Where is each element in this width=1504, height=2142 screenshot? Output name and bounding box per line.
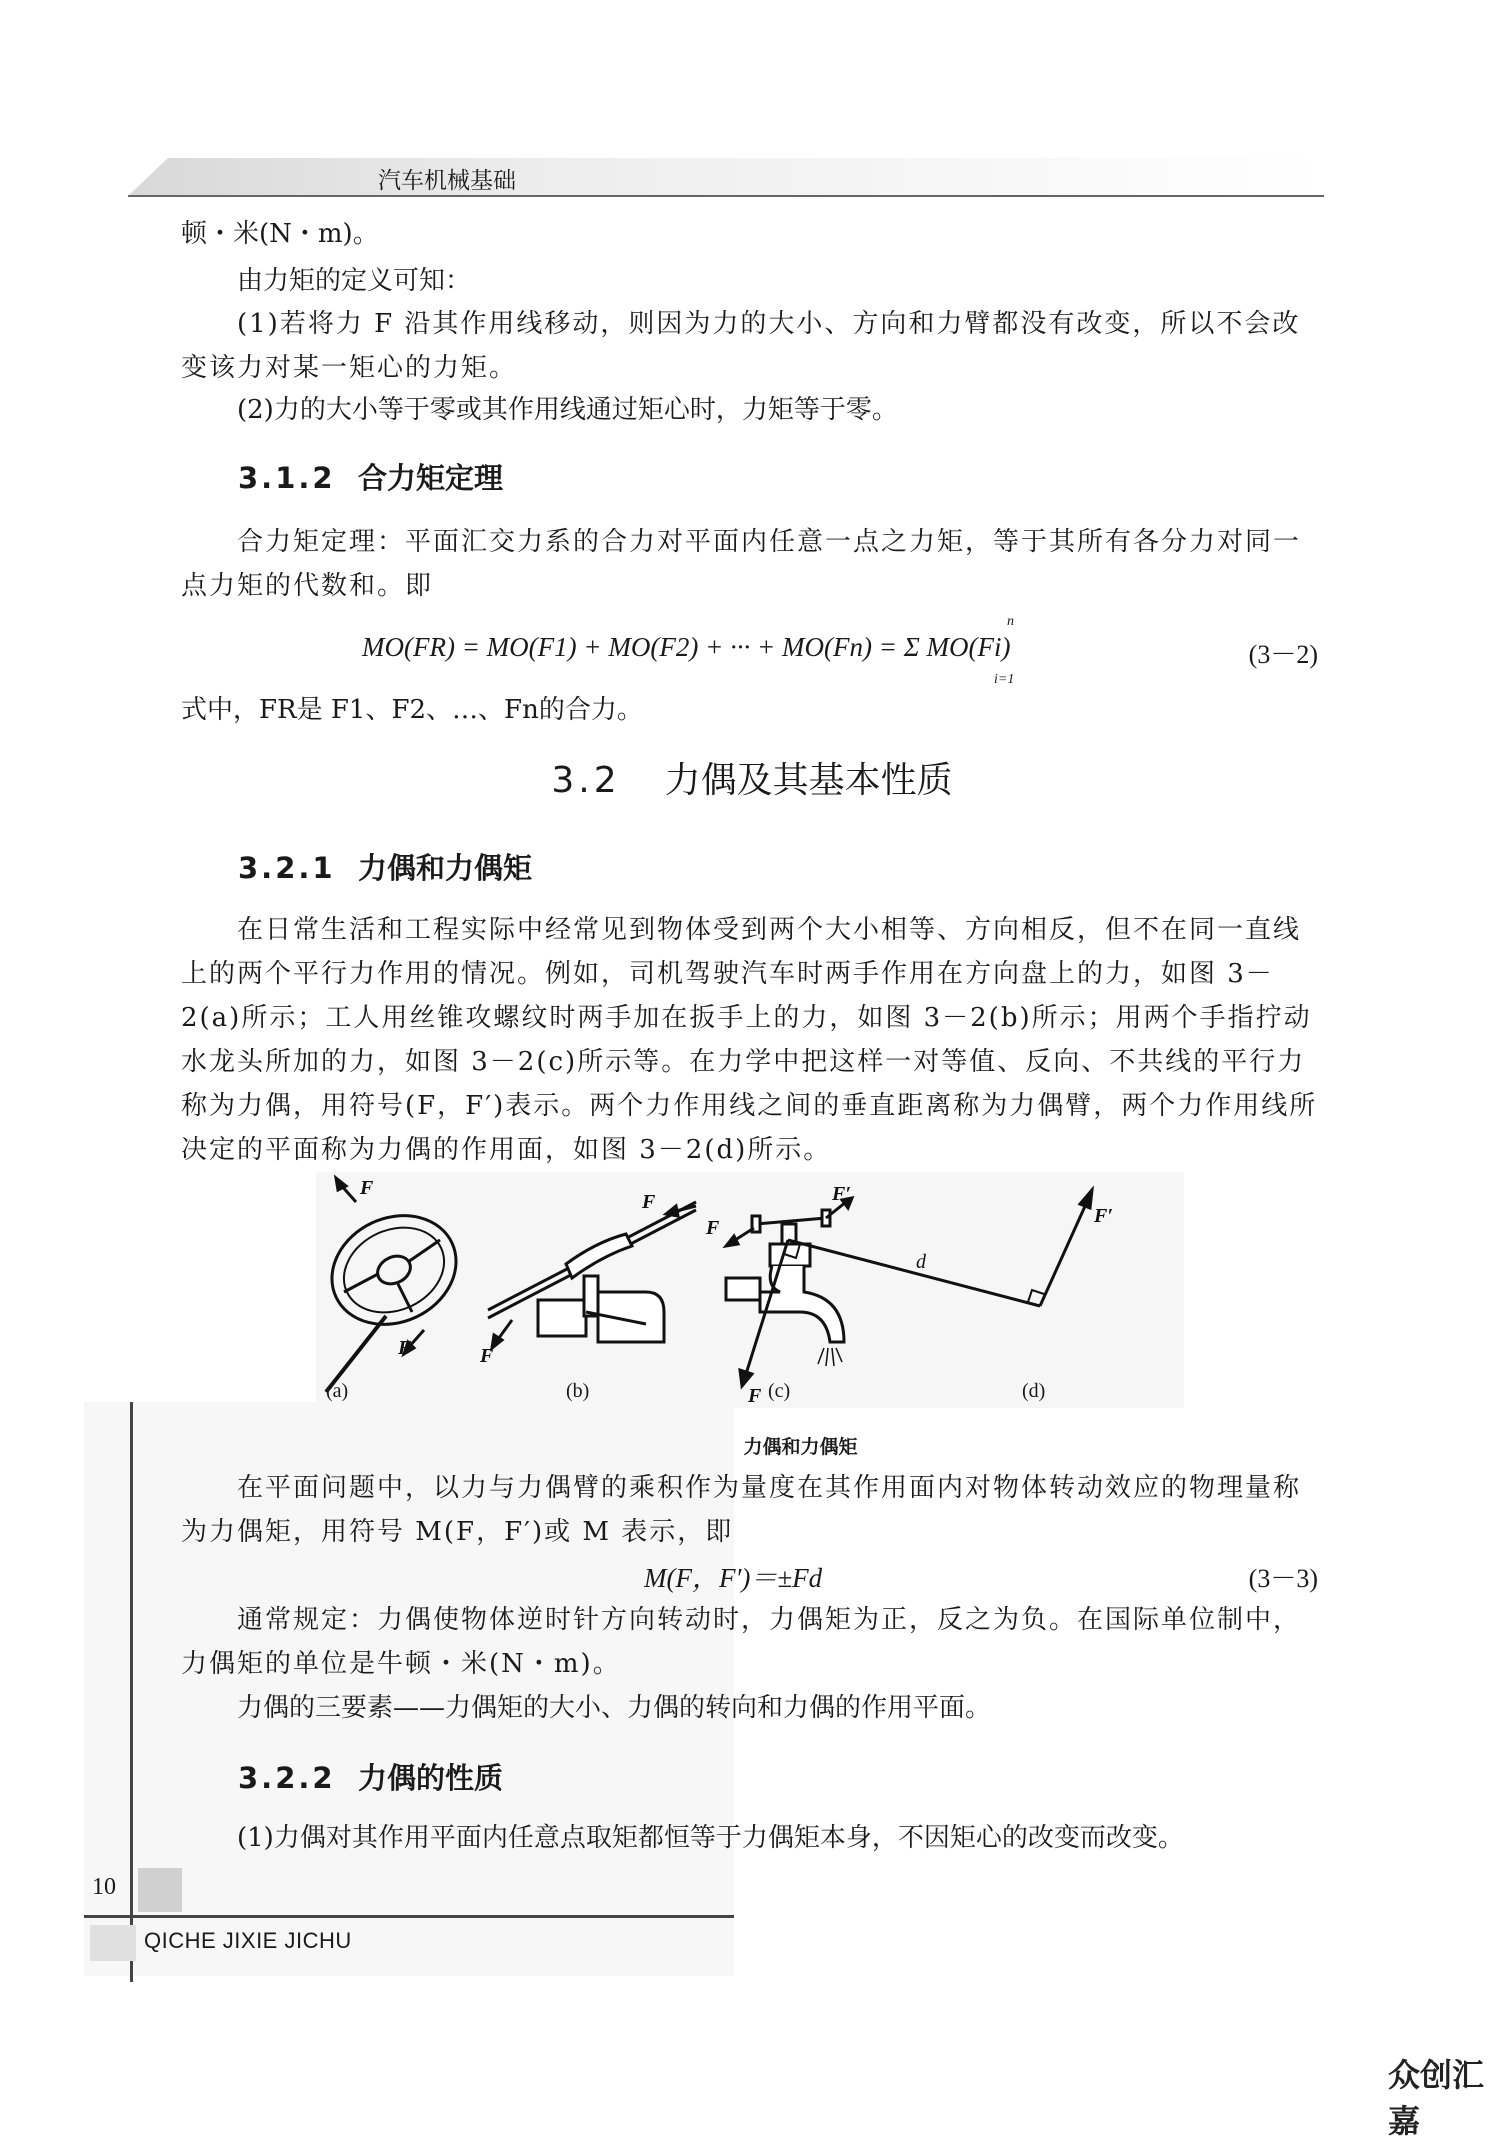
para-where: 式中，FR是 F1、F2、…、Fn的合力。 <box>181 695 643 725</box>
header-band <box>128 150 1324 202</box>
page-number: 10 <box>92 1874 116 1900</box>
para-definition-intro: 由力矩的定义可知： <box>237 266 472 296</box>
equation-body: MO(FR) = MO(F1) + MO(F2) + ··· + MO(Fn) = Σ MO(Fi) <box>362 632 1011 662</box>
header-book-title: 汽车机械基础 <box>378 168 516 194</box>
fig-label-b: (b) <box>566 1380 590 1402</box>
section-number: 3.2 <box>551 760 621 801</box>
fig-b-force-bottom: F <box>480 1345 494 1367</box>
section-number: 3.2.1 <box>238 851 336 885</box>
watermark: 众创汇嘉 <box>1388 2056 1485 2140</box>
section-title: 力偶的性质 <box>358 1761 504 1795</box>
fig-a-force-bottom: F <box>398 1337 412 1359</box>
equation-number: (3－2) <box>1248 640 1318 669</box>
fig-c-force-prime: F′ <box>832 1183 851 1205</box>
section-number: 3.1.2 <box>238 461 336 495</box>
equation-body: M(F，F′)＝±Fd <box>644 1563 823 1593</box>
para-moment: 在平面问题中，以力与力偶臂的乘积作为量度在其作用面内对物体转动效应的物理量称为力偶矩，用符号 M(F，F′)或 M 表示，即 <box>181 1473 1302 1547</box>
footer-gray-square <box>138 1868 182 1912</box>
para-three-elements: 力偶的三要素——力偶矩的大小、力偶的转向和力偶的作用平面。 <box>237 1693 992 1723</box>
footer-pinyin-title: QICHE JIXIE JICHU <box>144 1928 352 1953</box>
fig-d-force: F <box>748 1385 762 1407</box>
section-title: 力偶及其基本性质 <box>664 760 953 801</box>
margin-rule <box>130 1402 133 1982</box>
section-title: 力偶和力偶矩 <box>358 851 533 885</box>
fig-b-force-top: F <box>642 1191 656 1213</box>
footer-rule <box>84 1915 734 1918</box>
para-definition-2: (2)力的大小等于零或其作用线通过矩心时，力矩等于零。 <box>237 395 898 425</box>
section-3-2-1-heading <box>238 846 532 887</box>
sum-upper-limit: n <box>1007 614 1014 629</box>
fig-c-force: F <box>706 1217 720 1239</box>
section-3-1-2-heading <box>238 456 503 497</box>
section-3-2-heading <box>0 752 1504 803</box>
para-sign-convention: 通常规定：力偶使物体逆时针方向转动时，力偶矩为正，反之为负。在国际单位制中，力偶矩的单位是牛顿・米(N・m)。 <box>181 1605 1302 1679</box>
fig-label-a: (a) <box>326 1380 349 1402</box>
figure-drawings <box>316 1172 1184 1408</box>
fig-d-distance: d <box>916 1251 926 1273</box>
fig-label-c: (c) <box>768 1380 791 1402</box>
section-title: 合力矩定理 <box>358 461 504 495</box>
equation-number: (3－3) <box>1248 1564 1318 1593</box>
fig-d-force-prime: F′ <box>1094 1205 1113 1227</box>
text-line-unit: 顿・米(N・m)。 <box>181 219 379 249</box>
fig-a-force-top: F <box>360 1177 374 1199</box>
para-property-1: (1)力偶对其作用平面内任意点取矩都恒等于力偶矩本身，不因矩心的改变而改变。 <box>237 1823 1184 1853</box>
para-theorem: 合力矩定理：平面汇交力系的合力对平面内任意一点之力矩，等于其所有各分力对同一点力矩的代数和。即 <box>181 527 1302 601</box>
section-3-2-2-heading <box>238 1756 503 1797</box>
caption-title: 力偶和力偶矩 <box>743 1436 858 1458</box>
fig-label-d: (d) <box>1022 1380 1046 1402</box>
para-couple: 在日常生活和工程实际中经常见到物体受到两个大小相等、方向相反，但不在同一直线上的两个平行力作用的情况。例如，司机驾驶汽车时两手作用在方向盘上的力，如图 3－2(a)所示；工人用丝锥攻螺纹时两手加在扳手上的力，如图 3－2(b)所示；用两个手指拧动水龙头所加的力，如图 3－2(c)所示等。在力学中把这样一对等值、反向、不共线的平行力称为力偶，用符号(F，F′)表示。两个力作用线之间的垂直距离称为力偶臂，两个力作用线所决定的平面称为力偶的作用面，如图 3－2(d)所示。 <box>181 915 1318 1165</box>
sum-lower-limit: i=1 <box>994 672 1015 687</box>
footer-gray-block <box>90 1925 136 1961</box>
para-definition-1: (1)若将力 F 沿其作用线移动，则因为力的大小、方向和力臂都没有改变，所以不会改变该力对某一矩心的力矩。 <box>181 309 1301 383</box>
section-number: 3.2.2 <box>238 1761 336 1795</box>
